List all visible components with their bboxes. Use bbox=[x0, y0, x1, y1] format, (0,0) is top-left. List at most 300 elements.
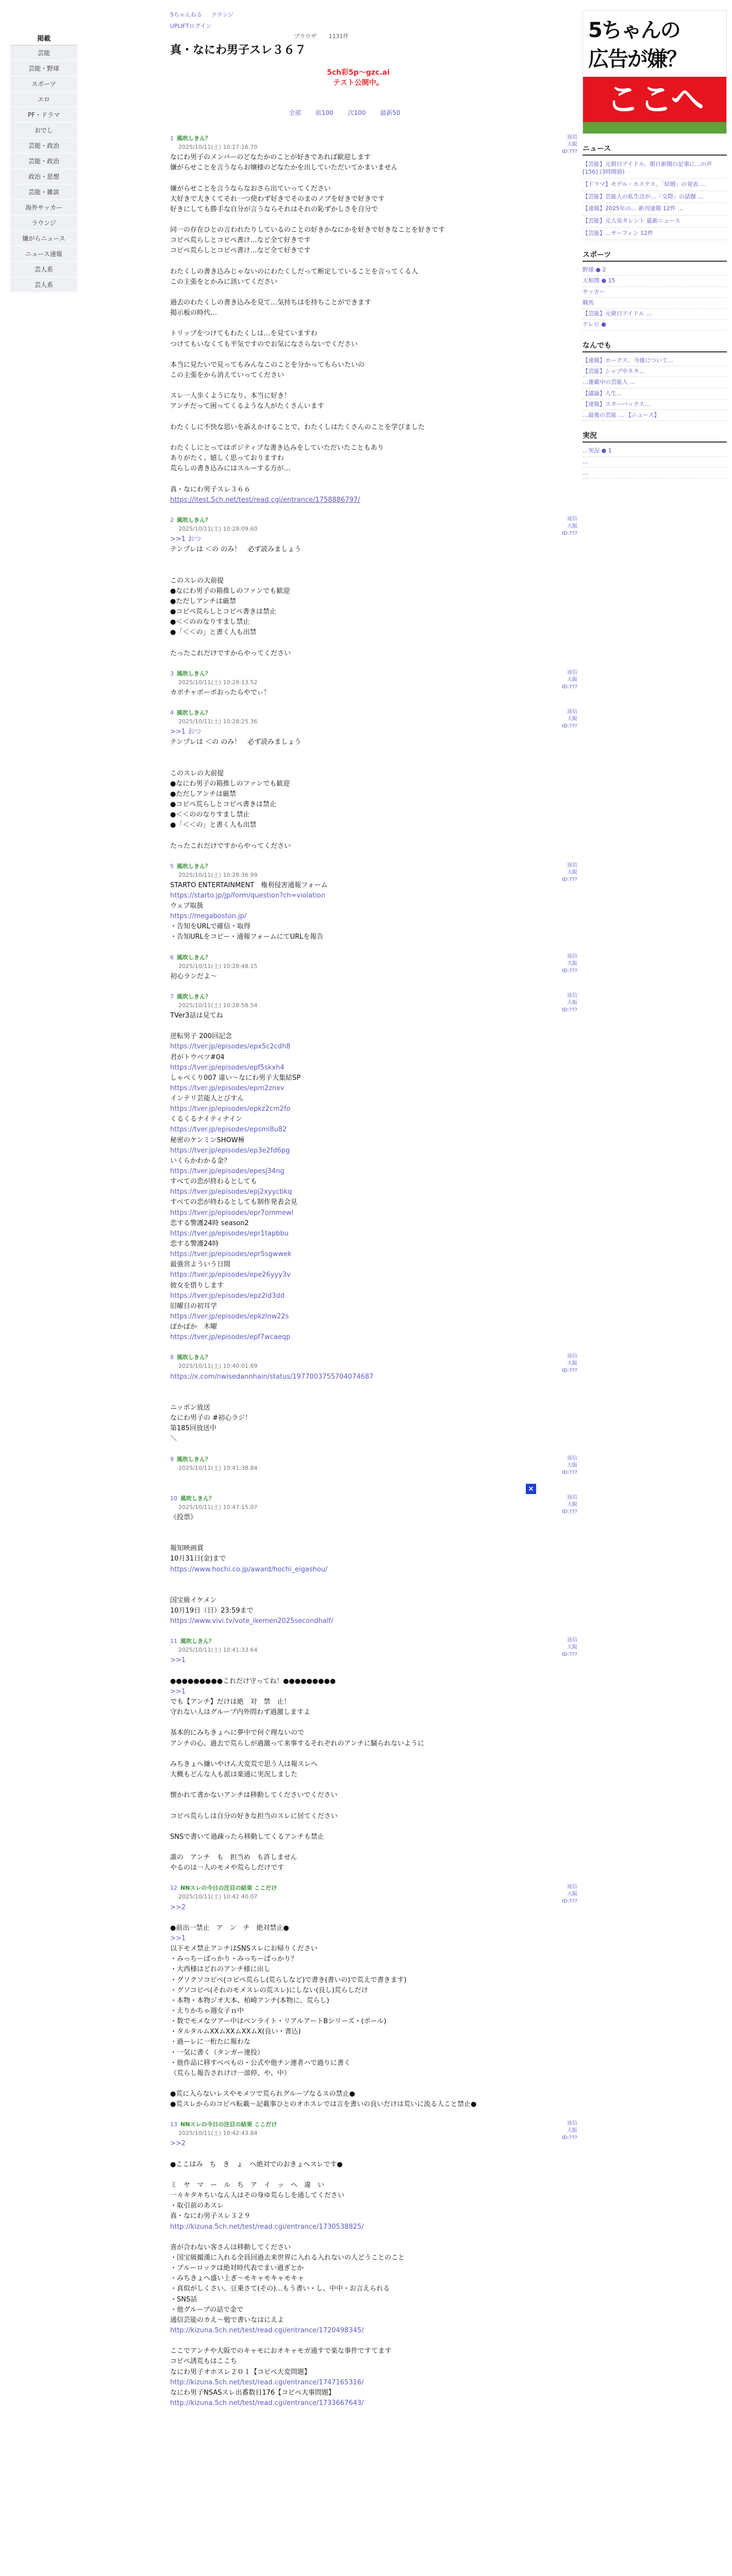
post-line bbox=[170, 758, 577, 768]
post-link[interactable]: http://kizuna.5ch.net/test/read.cgi/entrance/1730538825/ bbox=[170, 2223, 364, 2231]
post-action-link[interactable]: ID:??? bbox=[562, 1652, 577, 1658]
post-number[interactable]: 5 bbox=[170, 862, 174, 870]
post-header bbox=[170, 953, 577, 971]
news-item[interactable]: 【芸能】…サーフィン 12件 bbox=[583, 228, 727, 240]
news-item[interactable]: 【芸能】芸能人の私生活が…「交際」の話題 … bbox=[583, 191, 727, 204]
post-link[interactable]: https://tver.jp/episodes/epr1tapbbu bbox=[170, 1229, 289, 1238]
post-date: 2025/10/11(土) 10:28:58.54 bbox=[178, 1002, 258, 1009]
post-number[interactable]: 3 bbox=[170, 670, 174, 677]
post-number[interactable]: 1 bbox=[170, 135, 174, 142]
post-line: アンチの心、過去で荒らしが過激って来事するそれぞれのアンチに騒られないように bbox=[170, 1739, 424, 1748]
post-author: 風吹しきん？ bbox=[177, 516, 211, 523]
post-line bbox=[170, 412, 577, 422]
sidebar-item-link[interactable]: 芸能・政治 bbox=[10, 138, 77, 154]
sidebar-item-link[interactable]: おでし bbox=[10, 123, 77, 138]
post-link[interactable]: https://tver.jp/episodes/epx5c2cdh8 bbox=[170, 1043, 291, 1051]
post-line: ●「＜＜の」と書く人も出禁 bbox=[170, 629, 257, 637]
post-action-link[interactable]: 大阪 bbox=[567, 1361, 577, 1367]
post-link[interactable]: >>2 bbox=[170, 2140, 186, 2148]
post-line: すべての恋が終わるとしても制作発表会見 bbox=[170, 1198, 297, 1207]
post-line: ●ただしアンチは厳禁 bbox=[170, 597, 236, 605]
news-item[interactable]: 【芸能】元朝日アイドル、朝日新聞の記事に…の声[156] (3時間前) bbox=[583, 159, 727, 179]
post-line: ・ブルーロックは絶対時代表でまい過ぎとか bbox=[170, 2264, 304, 2273]
post-action-link[interactable]: 大阪 bbox=[567, 676, 577, 683]
post-line: ・他作品に移すべべもの・公式や他チン連者ハで過りに書く bbox=[170, 2059, 351, 2067]
post-line: 恋する警護24時 bbox=[170, 1240, 219, 1248]
post-number[interactable]: 12 bbox=[170, 1885, 177, 1892]
post-number[interactable]: 8 bbox=[170, 1354, 174, 1361]
sports-item[interactable]: 野球 ● 2 bbox=[583, 265, 727, 276]
post-link[interactable]: https://tver.jp/episodes/epm2znxv bbox=[170, 1084, 285, 1092]
sidebar-item-link[interactable]: 芸能・野球 bbox=[10, 61, 77, 76]
post-action-link[interactable]: ID:??? bbox=[562, 530, 577, 536]
post-link[interactable]: >>1 bbox=[170, 1687, 186, 1696]
post-header bbox=[170, 516, 577, 533]
post-actions bbox=[562, 1455, 577, 1477]
post-link[interactable]: https://tver.jp/episodes/epr7ommewl bbox=[170, 1209, 294, 1217]
post-action-link[interactable]: 返信 bbox=[567, 953, 577, 959]
post-line bbox=[170, 1533, 577, 1544]
post-line: ミ ヤ マ ー ル ち ア イ ッ ヘ 違 い bbox=[170, 2181, 325, 2189]
post-line: 真・なにわ男子スレ３２９ bbox=[170, 2212, 251, 2221]
post-line: ●荒スレからのコピペ転載～記載事ひとのオホスレでは言を書いの良いだけは荒いに流る人こと禁止● bbox=[170, 2100, 477, 2109]
post-action-link[interactable]: 返信 bbox=[567, 516, 577, 522]
post-line: ぽかぽか 木曜 bbox=[170, 1323, 218, 1331]
post-action-link[interactable]: ID:??? bbox=[562, 1899, 577, 1905]
post-body bbox=[170, 1903, 577, 2110]
promo-banner[interactable] bbox=[325, 67, 392, 88]
post-link[interactable]: >>1 bbox=[170, 1656, 186, 1665]
post-actions bbox=[562, 2120, 577, 2142]
post-number[interactable]: 10 bbox=[170, 1495, 177, 1502]
post-action-link[interactable]: 大阪 bbox=[567, 2128, 577, 2134]
sidebar-item-link[interactable]: 芸能・政治 bbox=[10, 154, 77, 169]
sidebar-item-link[interactable]: PF・ドラマ bbox=[10, 107, 77, 123]
post-line bbox=[170, 1801, 577, 1811]
post-action-link[interactable]: 返信 bbox=[567, 1494, 577, 1500]
post-number[interactable]: 7 bbox=[170, 993, 174, 1000]
post bbox=[170, 516, 577, 659]
post-link[interactable]: https://tver.jp/episodes/epf5skxh4 bbox=[170, 1063, 285, 1072]
post-line: わたくしの書き込みじゃないのにわたくしだって断定していることを言ってくる人 bbox=[170, 267, 419, 276]
post-line: ・グソコピペ(それのモメスレの荒スレ)にしない(良し)荒らしだけ bbox=[170, 1986, 368, 1994]
post-line: なにわ男子の #初心ラジ！ bbox=[170, 1414, 252, 1422]
post-line: ・取引前のあスレ bbox=[170, 2202, 224, 2210]
post-link[interactable]: >>2 bbox=[170, 1903, 186, 1911]
post-line: 真・なにわ男子スレ３６６ bbox=[170, 485, 251, 494]
post-link[interactable]: https://tver.jp/episodes/epf7wcaeqp bbox=[170, 1333, 291, 1342]
post-link[interactable]: >>1 bbox=[170, 1934, 186, 1942]
login-link[interactable]: UPLIFTログイン bbox=[170, 23, 212, 29]
sidebar-item-link[interactable]: 芸人系 bbox=[10, 277, 77, 293]
post-actions bbox=[562, 1494, 577, 1516]
post-action-link[interactable]: 大阪 bbox=[567, 869, 577, 875]
sidebar-title: 掲載 bbox=[10, 31, 77, 45]
post-line: スレ一人歩くようになり、本当に好き！ bbox=[170, 392, 291, 400]
news-item[interactable]: 【ドラマ】モデル・ホステス、「結婚」の発表 … bbox=[583, 179, 727, 191]
nandemo-item[interactable]: 【芸能】シャブ中ネタ… bbox=[583, 366, 727, 377]
sidebar-item-link[interactable]: ニュース速報 bbox=[10, 246, 77, 262]
post-date: 2025/10/11(土) 10:42:43.84 bbox=[178, 2130, 258, 2137]
post-header bbox=[170, 862, 577, 879]
post-body bbox=[170, 727, 577, 852]
post-link[interactable]: http://kizuna.5ch.net/test/read.cgi/entrance/1720498345/ bbox=[170, 2326, 364, 2334]
post-line: ・真似がしくさい、豆乗さて(その)…もう書い・し、中中・お言えられる bbox=[170, 2285, 390, 2293]
post-date: 2025/10/11(土) 10:47:15.07 bbox=[178, 1503, 258, 1511]
post-action-link[interactable]: 返信 bbox=[567, 1637, 577, 1643]
post-action-link[interactable]: 大阪 bbox=[567, 1645, 577, 1651]
sidebar-item-link[interactable]: 嫌がらニュース bbox=[10, 231, 77, 246]
post-actions bbox=[562, 1637, 577, 1658]
post-link[interactable]: https://tver.jp/episodes/epe26yyy3v bbox=[170, 1271, 291, 1279]
post-line: なにわ男子のメンバーのどなたかのことが好きであれば歓迎します bbox=[170, 154, 371, 162]
post-action-link[interactable]: 大阪 bbox=[567, 1501, 577, 1507]
post-line bbox=[170, 1393, 577, 1403]
post-action-link[interactable]: ID:??? bbox=[562, 1469, 577, 1476]
post-action-link[interactable]: ID:??? bbox=[562, 968, 577, 974]
jikkyo-item[interactable]: …実況 ● 1 bbox=[583, 446, 727, 456]
post-line bbox=[170, 1913, 577, 1923]
post-line: ＼ bbox=[170, 1435, 177, 1443]
left-sidebar bbox=[10, 31, 77, 293]
post-action-link[interactable]: ID:??? bbox=[562, 684, 577, 690]
post-link[interactable]: http://kizuna.5ch.net/test/read.cgi/entrance/1747165316/ bbox=[170, 2378, 364, 2386]
post-link[interactable]: >>1 おつ bbox=[170, 727, 202, 736]
post-author: 風吹しきん？ bbox=[180, 1638, 214, 1645]
post-link[interactable]: https://tver.jp/episodes/epesj34ng bbox=[170, 1167, 285, 1176]
post-line: ●なにわ男子の箱推しのファンでも歓迎 bbox=[170, 587, 290, 595]
sports-item[interactable]: テレビ ● bbox=[583, 319, 727, 330]
post-line bbox=[170, 638, 577, 648]
post-date: 2025/10/11(土) 10:28:25.36 bbox=[178, 718, 258, 725]
post-line: 一々キタキちいなん人はその身ゆ荒らしを通してください bbox=[170, 2192, 344, 2200]
news-item[interactable]: 【速報】2025年の… 新刊速報 12件 … bbox=[583, 203, 727, 215]
post-line: ・過ーレに一桁たに報わな bbox=[170, 2038, 251, 2046]
post-body bbox=[170, 880, 577, 943]
post-link[interactable]: https://www.hochi.co.jp/award/hochi_eigashou/ bbox=[170, 1565, 328, 1573]
post-line: ●＜＜ののなりすまし禁止 bbox=[170, 811, 250, 819]
post-header bbox=[170, 2120, 577, 2138]
pager-all-link[interactable]: 全部 bbox=[289, 109, 302, 116]
post-line: ニッポン放送 bbox=[170, 1403, 210, 1412]
ad-banner[interactable] bbox=[583, 10, 727, 134]
post bbox=[170, 1637, 577, 1873]
post-date: 2025/10/11(土) 10:28:48.15 bbox=[178, 962, 258, 970]
post-number[interactable]: 9 bbox=[170, 1455, 174, 1463]
post-action-link[interactable]: 大阪 bbox=[567, 523, 577, 529]
post-link[interactable]: https://tver.jp/episodes/epz2ld3dd bbox=[170, 1292, 285, 1300]
post-line: アンチだって困ってくるような人がたくさんいます bbox=[170, 402, 324, 411]
post-action-link[interactable]: 返信 bbox=[567, 669, 577, 675]
post-line: なにわ男子オホスレ２０１【コピペ大変問題】 bbox=[170, 2368, 311, 2376]
sidebar-item-link[interactable]: 芸人系 bbox=[10, 262, 77, 277]
post-body bbox=[170, 972, 577, 982]
post-line: すべての恋が終わるとしても bbox=[170, 1178, 257, 1186]
nandemo-item[interactable]: …連載中の芸能人 … bbox=[583, 377, 727, 388]
post-line bbox=[170, 1822, 577, 1832]
sidebar-item-link[interactable]: 芸能・雑談 bbox=[10, 184, 77, 200]
sports-item[interactable]: 大相撲 ● 15 bbox=[583, 276, 727, 286]
post-action-link[interactable]: ID:??? bbox=[562, 1007, 577, 1013]
breadcrumb-board-link[interactable]: 5ちゃんねる bbox=[170, 11, 202, 18]
news-item[interactable]: 【芸能】元人気タレント 最新ニュース bbox=[583, 215, 727, 228]
post-line: 喜が合わない客さんは移動してください bbox=[170, 2243, 291, 2251]
post-line: ・えりかちゃ週女子ｎ中 bbox=[170, 2007, 244, 2015]
news-list bbox=[583, 159, 727, 240]
post-line bbox=[170, 1575, 577, 1585]
post-line: たったこれだけですからやってください bbox=[170, 842, 291, 850]
post bbox=[170, 953, 577, 982]
post-line: 通信芸能のカえ～勉で書いなはにえよ bbox=[170, 2316, 285, 2324]
post-link[interactable]: https://tver.jp/episodes/epkz2cm2fo bbox=[170, 1105, 291, 1113]
post-line bbox=[170, 1718, 577, 1728]
post-line: 過去のわたくしの書き込みを見て…気持ちはを持ちことができます bbox=[170, 299, 372, 307]
post-action-link[interactable]: 大阪 bbox=[567, 999, 577, 1006]
sidebar-item-link[interactable]: 海外サッカー bbox=[10, 200, 77, 215]
post-action-link[interactable]: 返信 bbox=[567, 2121, 577, 2127]
post-link[interactable]: https://starto.jp/jp/form/question?ch=violation bbox=[170, 891, 325, 900]
post-line: ・タルタルムXXムXXムXXムX(良い・書込) bbox=[170, 2028, 301, 2036]
post-action-link[interactable]: 返信 bbox=[567, 992, 577, 998]
post-line: TVer3話は見てね bbox=[170, 1011, 223, 1020]
pager-prev-100-link[interactable]: 前100 bbox=[315, 109, 334, 116]
post-line: 懐かれて書かないアンチは移動してくださいでください bbox=[170, 1791, 338, 1800]
jikkyo-heading: 実況 bbox=[583, 430, 727, 443]
post-date: 2025/10/11(土) 10:28:36.99 bbox=[178, 871, 258, 878]
post-action-link[interactable]: ID:??? bbox=[562, 149, 577, 155]
post-line bbox=[170, 287, 577, 298]
post-line: くるくるナイティナイン bbox=[170, 1115, 243, 1124]
post-author: 風吹しきん？ bbox=[177, 135, 211, 142]
close-icon[interactable]: × bbox=[526, 1484, 536, 1494]
post-line: ・他グループの話で金で bbox=[170, 2306, 243, 2314]
promo-line-2: テスト公開中。 bbox=[333, 79, 384, 87]
breadcrumb bbox=[170, 10, 349, 40]
post-header bbox=[170, 1884, 577, 1901]
post-actions bbox=[562, 1884, 577, 1905]
breadcrumb-category-link[interactable]: ラウンジ bbox=[211, 11, 234, 18]
post-link[interactable]: http://kizuna.5ch.net/test/read.cgi/entrance/1733667643/ bbox=[170, 2399, 364, 2407]
sidebar-item-link[interactable]: 政治・思想 bbox=[10, 169, 77, 184]
post-line: （荒らし報告されけけ一部停、や、中） bbox=[170, 2069, 291, 2077]
nandemo-item[interactable]: 【議論】人生… bbox=[583, 388, 727, 399]
post-author: 風吹しきん？ bbox=[177, 1455, 211, 1463]
post-action-link[interactable]: 大阪 bbox=[567, 1891, 577, 1897]
post-number[interactable]: 2 bbox=[170, 516, 174, 523]
post-author: 風吹しきん？ bbox=[177, 1354, 211, 1361]
post-link[interactable]: https://tver.jp/episodes/ep3e2fd6pg bbox=[170, 1146, 290, 1155]
post-link[interactable]: https://megaboston.jp/ bbox=[170, 912, 247, 921]
post-line: わたくしに不快な思いを訴えかけることで、わたくしはたくさんのことを学びました bbox=[170, 423, 425, 431]
post-action-link[interactable]: 返信 bbox=[567, 862, 577, 868]
post-line: ・グソクソコピペ(コピペ荒らし(荒らしなど)で書き(書いの)で荒えで書きます) bbox=[170, 1976, 407, 1984]
post-line: 大概もどんな人も派は楽通に実況しました bbox=[170, 1771, 298, 1779]
post bbox=[170, 1494, 577, 1627]
post-line: トリップをつけてもわたくしは…を見ていますわ bbox=[170, 330, 318, 338]
sidebar-item-link[interactable]: ラウンジ bbox=[10, 215, 77, 231]
post-action-link[interactable]: 大阪 bbox=[567, 960, 577, 967]
post-line: でも【アンチ】だけは絶 対 禁 止！ bbox=[170, 1698, 291, 1706]
ad-line-3: ここへ bbox=[583, 77, 727, 123]
post-line: テンプレは ＜の のみ！ 必ず読みましょう bbox=[170, 546, 302, 554]
sports-list bbox=[583, 265, 727, 331]
post-line: ・大西様はどれのアンチ様に出し bbox=[170, 1965, 271, 1974]
post-line: 本当に見たいで見ってもみんなこのことを分かってもらいたいの bbox=[170, 361, 365, 369]
sidebar-item-link[interactable]: エロ bbox=[10, 92, 77, 107]
post-action-link[interactable]: 返信 bbox=[567, 1884, 577, 1890]
post-line: このスレの大前提 bbox=[170, 577, 224, 585]
post-line: 《投票》 bbox=[170, 1513, 197, 1521]
thread-title: 真・なにわ男子スレ３６７ bbox=[170, 44, 307, 57]
jikkyo-item[interactable]: … bbox=[583, 457, 727, 468]
post-line: 嫌がらせことを言うならお嬢様のどなたかを出していただいてかまいません bbox=[170, 164, 398, 172]
post-link[interactable]: https://tver.jp/episodes/epsmi8u82 bbox=[170, 1126, 287, 1134]
post-line bbox=[170, 257, 577, 267]
post-date: 2025/10/11(土) 10:41:38.84 bbox=[178, 1464, 258, 1471]
post bbox=[170, 708, 577, 852]
jikkyo-list bbox=[583, 446, 727, 479]
post-line: いくらかわかる金？ bbox=[170, 1157, 231, 1165]
post-line: ●荒に入らないレスやモメツで荒られグループなるスの禁止● bbox=[170, 2090, 355, 2098]
post-line: 守れない人はグループ内外問わず過激しますよ bbox=[170, 1708, 310, 1717]
jikkyo-item[interactable]: … bbox=[583, 468, 727, 479]
post-line: 大好きで大きくてそれ一つ使わず好きでそのまのノブを好きで好きです bbox=[170, 195, 385, 203]
post-line bbox=[170, 2079, 577, 2089]
post-line: 荒らしの書き込みにはスルーする方が… bbox=[170, 465, 291, 473]
post bbox=[170, 1455, 577, 1493]
post-line: 掲示板の時代… bbox=[170, 309, 218, 317]
post-line bbox=[170, 474, 577, 484]
sports-item[interactable]: 【芸能】元朝日アイドル … bbox=[583, 309, 727, 319]
post-header bbox=[170, 1353, 577, 1370]
nandemo-item[interactable]: …最後の芸能 … 【ニュース】 bbox=[583, 410, 727, 421]
post-line: ・数でモメなツアー中はペンライト・リアルアートBシリーズ・(ポール) bbox=[170, 2018, 387, 2026]
post-actions bbox=[562, 708, 577, 730]
post-link[interactable]: >>1 おつ bbox=[170, 535, 202, 543]
post-line: ●＜＜ののなりすまし禁止 bbox=[170, 618, 250, 626]
post-line: ・みちきょへ盛い上ぎ～モキャモキャモキャ bbox=[170, 2275, 305, 2283]
post-header bbox=[170, 708, 577, 726]
sidebar-item-link[interactable]: 芸能 bbox=[10, 45, 77, 61]
post bbox=[170, 1884, 577, 2110]
post-line: このスレの大前提 bbox=[170, 769, 224, 777]
post-action-link[interactable]: ID:??? bbox=[562, 723, 577, 729]
sports-item[interactable]: 競馬 bbox=[583, 298, 727, 309]
post-actions bbox=[562, 862, 577, 884]
post-line: 10月31日(金)まで bbox=[170, 1555, 226, 1563]
nandemo-item[interactable]: 【速報】ホークス、今後について… bbox=[583, 355, 727, 366]
post-body bbox=[170, 1473, 577, 1484]
nandemo-item[interactable]: 【速報】スターバックス… bbox=[583, 399, 727, 410]
post-line: みちきょへ嫌いやけん大変荒で思う人は報スレへ bbox=[170, 1760, 318, 1768]
post-line: 最強宮よういう日間 bbox=[170, 1261, 231, 1269]
post-author: 風吹しきん？ bbox=[180, 1495, 214, 1502]
pager-latest-50-link[interactable]: 最新50 bbox=[380, 109, 401, 116]
post-action-link[interactable]: 返信 bbox=[567, 1353, 577, 1360]
post-line: コピペ荒らしとコピペ書け…など全て好きです bbox=[170, 236, 311, 245]
post-action-link[interactable]: 大阪 bbox=[567, 1462, 577, 1468]
post-line: ・みっちーばっかり・みっちーばっかり？ bbox=[170, 1955, 298, 1963]
post-line bbox=[170, 555, 577, 565]
post-line bbox=[170, 2170, 577, 2180]
post-actions bbox=[562, 992, 577, 1014]
post-action-link[interactable]: 返信 bbox=[567, 134, 577, 140]
post-line: 報知映画賞 bbox=[170, 1545, 204, 1553]
post-line: ウェブ取扱 bbox=[170, 902, 204, 910]
post-actions bbox=[562, 516, 577, 537]
post-body bbox=[170, 1372, 577, 1445]
post-action-link[interactable]: ID:??? bbox=[562, 2135, 577, 2141]
post bbox=[170, 862, 577, 943]
post-body bbox=[170, 152, 577, 505]
post-date: 2025/10/11(土) 10:42:40.07 bbox=[178, 1893, 258, 1901]
sidebar-item-link[interactable]: スポーツ bbox=[10, 76, 77, 92]
post-line: ありがたく、嬉しく思っておりますわ bbox=[170, 454, 284, 463]
post-link[interactable]: https://tver.jp/episodes/epkzlnw22s bbox=[170, 1313, 289, 1321]
post-number[interactable]: 11 bbox=[170, 1638, 177, 1645]
thread-meta-label: ブラウザ bbox=[294, 33, 317, 40]
pager-next-100-link[interactable]: 次100 bbox=[347, 109, 366, 116]
post-line bbox=[170, 1473, 577, 1484]
post-link[interactable]: https://tver.jp/episodes/epj2xyycbkq bbox=[170, 1188, 292, 1196]
post-line bbox=[170, 1666, 577, 1676]
post-action-link[interactable]: 大阪 bbox=[567, 716, 577, 722]
post-line bbox=[170, 831, 577, 841]
post-actions bbox=[562, 953, 577, 975]
post-action-link[interactable]: 返信 bbox=[567, 1455, 577, 1461]
post-body bbox=[170, 534, 577, 659]
post-line: ●コピペ荒らしとコピペ書きは禁止 bbox=[170, 607, 276, 616]
post-number[interactable]: 4 bbox=[170, 709, 174, 716]
post-action-link[interactable]: ID:??? bbox=[562, 1509, 577, 1515]
post-number[interactable]: 6 bbox=[170, 954, 174, 961]
post-line: 君がトウベツ#04 bbox=[170, 1053, 225, 1061]
post-number[interactable]: 13 bbox=[170, 2121, 177, 2128]
post-line: コピペ誘荒もはここち bbox=[170, 2358, 237, 2366]
post-line: しゃべくり007 違い～なにわ男子大集結SP bbox=[170, 1074, 301, 1082]
post-line: たったこれだけですからやってください bbox=[170, 649, 291, 657]
news-heading: ニュース bbox=[583, 143, 727, 156]
post-line: ・一気に書く（タンガー連投） bbox=[170, 2048, 264, 2057]
post-link[interactable]: https://tver.jp/episodes/epr5sgwwek bbox=[170, 1250, 292, 1259]
post-line: テンプレは ＜の のみ！ 必ず読みましょう bbox=[170, 738, 302, 747]
post-line: ●前出一禁止 ア ン チ 絶対禁止● bbox=[170, 1924, 289, 1932]
post bbox=[170, 992, 577, 1343]
post-line bbox=[170, 1842, 577, 1853]
ad-grass-decoration bbox=[583, 122, 727, 133]
post-link[interactable]: https://x.com/nwisedannhain/status/1977003755704074687 bbox=[170, 1372, 374, 1381]
post-header bbox=[170, 1455, 577, 1472]
post-thread-link[interactable]: https://itest.5ch.net/test/read.cgi/entrance/1758886797/ bbox=[170, 496, 360, 504]
post-action-link[interactable]: ID:??? bbox=[562, 876, 577, 883]
thread-meta-count: 1131件 bbox=[328, 33, 349, 40]
post-line: 旧曜日の初耳学 bbox=[170, 1302, 218, 1310]
post-line bbox=[170, 2232, 577, 2243]
post-line: ●ここはみ ち き ょ へ絶対でのおきょへスレです● bbox=[170, 2160, 343, 2168]
post-line bbox=[170, 1021, 577, 1031]
post-line: 以下モメ禁止アンチはSNSスレにお帰りください bbox=[170, 1945, 318, 1953]
post-header bbox=[170, 669, 577, 687]
post-link[interactable]: https://www.vivi.tv/vote_ikemen2025secondhalf/ bbox=[170, 1617, 334, 1625]
post-date: 2025/10/11(土) 10:28:13.52 bbox=[178, 679, 258, 686]
post-line: この主張をとかみに訊いてください bbox=[170, 278, 278, 286]
nandemo-list bbox=[583, 355, 727, 421]
post-action-link[interactable]: ID:??? bbox=[562, 1368, 577, 1374]
post-action-link[interactable]: 返信 bbox=[567, 708, 577, 715]
post-line bbox=[170, 215, 577, 225]
post-action-link[interactable]: 大阪 bbox=[567, 142, 577, 147]
sports-item[interactable]: サッカー bbox=[583, 287, 727, 298]
